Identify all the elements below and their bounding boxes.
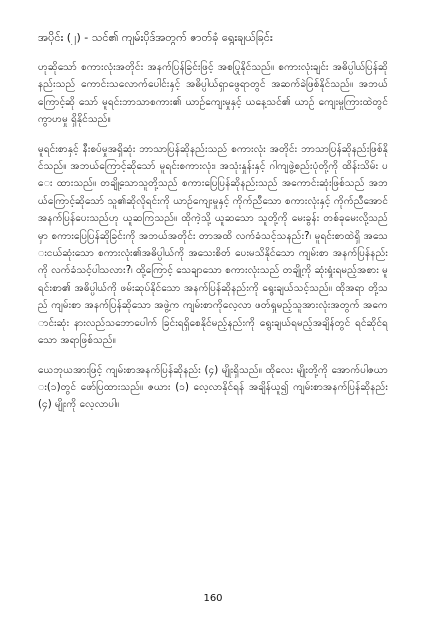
paragraph-2: မူရင်းစာနှင့် နီးစပ်မှုအရှိဆုံး ဘာသာပြန်ဆိုနည်းသည် စကားလုံး အတိုင်း ဘာသာပြန်ဆိုနည်းဖြစ်နိုင်သည်။ အဘယ်ကြောင့်ဆိုသော် မူရင်းစကားလုံး၊ အသုံးနှုန်းနှင့် ဂါကျဖွဲ့စည်းပုံတို့ကို ထိန်းသိမ်း ပေး ထားသည်။ တချို့သောသူတို့သည် စကားပြေပြန်ဆိုနည်းသည် အကောင်းဆုံးဖြစ်သည် အဘယ်ကြောင့်ဆိုသော် သူ၏ဆိုလိုရင်းကို ယာဉ်ကျေးမှုနှင့် ကိုက်ညီသော စကားလုံးနှင့် ကိုက်ညီအောင် အနက်ပြန်ပေးသည်ဟု ယူဆကြသည်။ ထိုကဲ့သို့ ယူဆသော သူတို့ကို မေးခွန်း တစ်ခုမေးလို့သည်မှာ စကားပြေပြန်ဆိုခြင်းကို အဘယ်အတိုင်း တာအထိ လက်ခံသင့်သနည်း?၊ မူရင်းစာထဲရှိ အသေးငယ်ဆုံးသော စကားလုံး၏အဓိပ္ပါယ်ကို အသေးစိတ် ပေးမသိနိုင်သော ကျမ်းစာ အနက်ပြန်နည်းကို လက်ခံသင့်ပါသလား?၊ ထို့ကြောင့် သေချာသော စကားလုံးသည် တချို့ကို ဆုံးရှုံးရမည့်အစား မူရင်းစာ၏ အဓိပ္ပါယ်ကို ဖမ်းဆုပ်နိုင်သော အနက်ပြန်ဆိုနည်းကို ရွေးချယ်သင့်သည်။ ထိုအရာ တို့သည် ကျမ်းစာ အနက်ပြန်ဆိုသော အဖွဲ့က ကျမ်းစာကိုလေ့လာ ဖတ်ရှုမည့်သူအားလုံးအတွက် အကောင်းဆုံး နားလည်သဘောပေါက် ခြင်းရရှိစေနိုင်မည့်နည်းကို ရွေးချယ်ရမည့်အချိန်တွင် ရင်ဆိုင်ရသော အရာဖြစ်သည်။ xyxy=(38,143,389,347)
paragraph-3: ယေဘုယအားဖြင့် ကျမ်းစာအနက်ပြန်ဆိုနည်း (၄) မျိုးရှိသည်။ ထိုလေး မျိုးတို့ကို အောက်ပါဇယား(၁)တွင် ဖော်ပြထားသည်။ ဇယား (၁) လေ့လာနိုင်ရန် အချိန်ယူ၍ ကျမ်းစာအနက်ပြန်ဆိုနည်း (၄) မျိုးကို လေ့လာပါ။ xyxy=(38,364,388,411)
page-number: 160 xyxy=(203,593,223,604)
paragraph-1: ဟုဆိုသော် စကားလုံးအတိုင်း အနက်ပြန်ခြင်းဖြင့် အစပြုနိုင်သည်။ စကားလုံးချင်း အဓိပ္ပါယ်ပြန်ဆိုနည်းသည် ကောင်းသလောက်ပေါင်းနှင့် အဓိပ္ပါယ်ရှာဖွေရာတွင် အဆက်ခဲဖြစ်နိုင်သည်။ အဘယ်ကြောင့်ဆို သော် မူရင်းဘာသာစကား၏ ယာဉ်ကျေးမှုနှင့် ယနေ့သင်၏ ယာဉ် ကျေးမှုကြားထဲတွင် ကွာဟမှု ရှိနိုင်သည်။ xyxy=(38,62,388,126)
section-heading: အပိုင်း (၂) - သင်၏ ကျမ်းပိုဒ်အတွက် ဇာတ်ခုံ ရွေးချယ်ခြင်း xyxy=(38,31,273,44)
